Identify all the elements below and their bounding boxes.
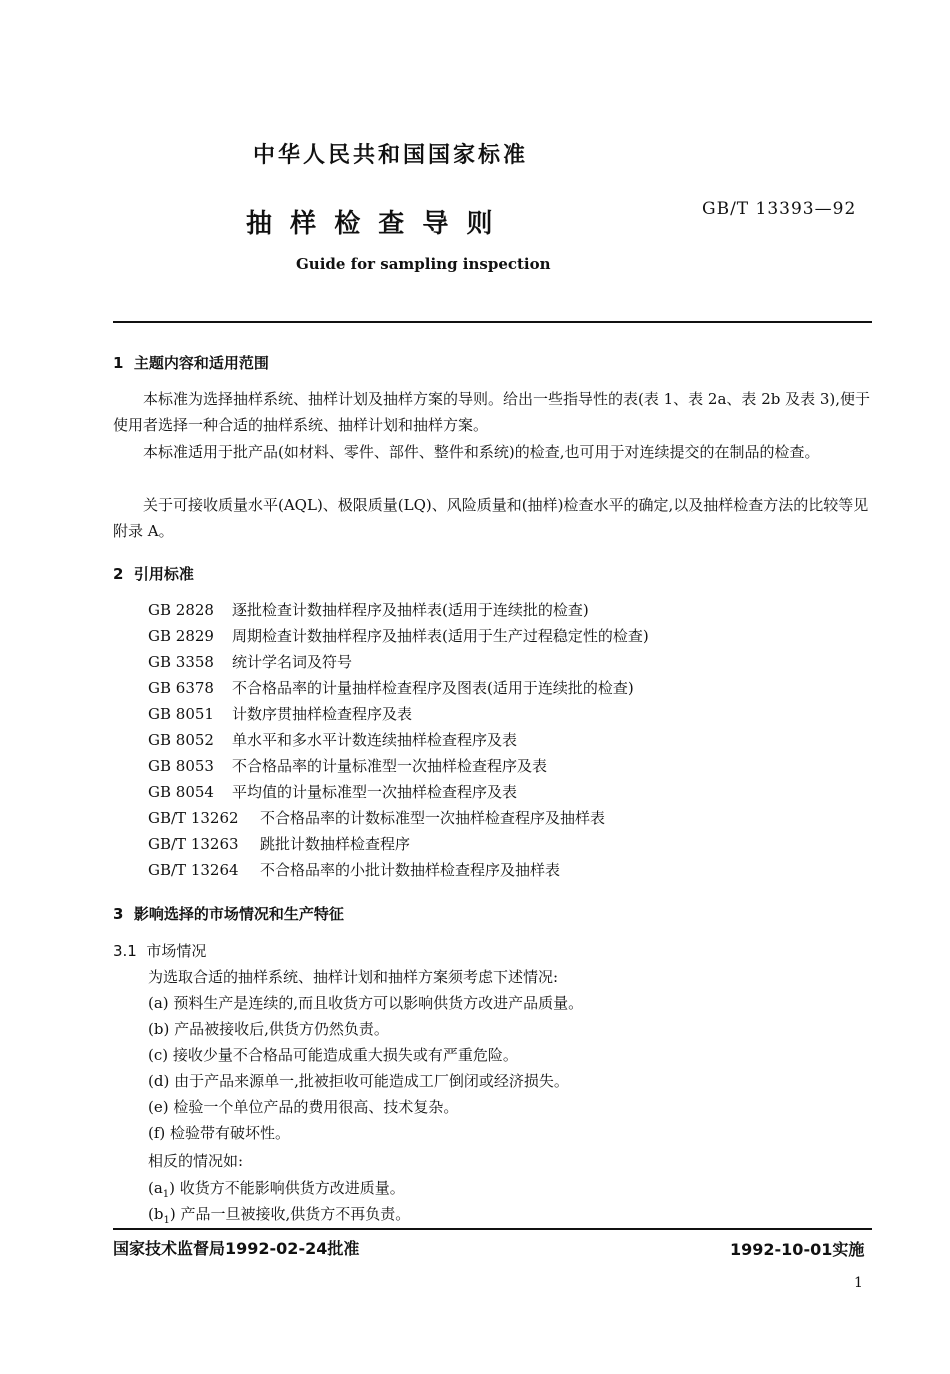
reference-item: GB/T 13264 不合格品率的小批计数抽样检查程序及抽样表 [148, 861, 561, 879]
list-item: (d) 由于产品来源单一,批被拒收可能造成工厂倒闭或经济损失。 [148, 1072, 569, 1090]
list-item: (b) 产品被接收后,供货方仍然负责。 [148, 1020, 389, 1038]
footer-divider [113, 1228, 872, 1230]
document-title: 抽 样 检 查 导 则 [246, 209, 493, 239]
reference-item: GB/T 13263 跳批计数抽样检查程序 [148, 835, 411, 853]
page-number: 1 [854, 1275, 863, 1291]
contrary-item: $(b_1)$ 产品一旦被接收,供货方不再负责。 [148, 1205, 411, 1226]
section-1-heading: 1 主题内容和适用范围 [113, 354, 269, 372]
list-item: (a) 预料生产是连续的,而且收货方可以影响供货方改进产品质量。 [148, 994, 584, 1012]
national-standard-title: 中华人民共和国国家标准 [253, 143, 529, 168]
section-1-paragraph: 本标准为选择抽样系统、抽样计划及抽样方案的导则。给出一些指导性的表(表 1、表 2a、表 2b 及表 3),便于使用者选择一种合适的抽样系统、抽样计划和抽样方案。 [113, 390, 871, 434]
section-3-1-heading: 3.1 市场情况 [113, 942, 207, 960]
header-divider [113, 321, 872, 323]
section-3-heading: 3 影响选择的市场情况和生产特征 [113, 905, 344, 923]
english-title: Guide for sampling inspection [296, 255, 551, 273]
list-item: (e) 检验一个单位产品的费用很高、技术复杂。 [148, 1098, 459, 1116]
section-1-paragraph: 关于可接收质量水平(AQL)、极限质量(LQ)、风险质量和(抽样)检查水平的确定,以及抽样检查方法的比较等见附录 A。 [113, 496, 869, 540]
standard-code: GB/T 13393—92 [702, 199, 857, 219]
section-1-paragraph: 本标准适用于批产品(如材料、零件、部件、整件和系统)的检查,也可用于对连续提交的在制品的检查。 [143, 443, 820, 461]
section-2-heading: 2 引用标准 [113, 565, 194, 583]
list-item: (c) 接收少量不合格品可能造成重大损失或有严重危险。 [148, 1046, 518, 1064]
reference-item: GB 2829 周期检查计数抽样程序及抽样表(适用于生产过程稳定性的检查) [148, 627, 649, 645]
section-3-1-intro: 为选取合适的抽样系统、抽样计划和抽样方案须考虑下述情况: [148, 968, 559, 986]
reference-item: GB 3358 统计学名词及符号 [148, 653, 353, 671]
reference-item: GB 2828 逐批检查计数抽样程序及抽样表(适用于连续批的检查) [148, 601, 589, 619]
contrary-intro: 相反的情况如: [148, 1152, 244, 1170]
approval-line: 国家技术监督局1992-02-24批准 [113, 1239, 360, 1258]
reference-item: GB 8052 单水平和多水平计数连续抽样检查程序及表 [148, 731, 518, 749]
reference-item: GB 8051 计数序贯抽样检查程序及表 [148, 705, 413, 723]
list-item: (f) 检验带有破坏性。 [148, 1124, 291, 1142]
reference-item: GB 8054 平均值的计量标准型一次抽样检查程序及表 [148, 783, 518, 801]
effective-date: 1992-10-01实施 [730, 1240, 865, 1259]
reference-item: GB 6378 不合格品率的计量抽样检查程序及图表(适用于连续批的检查) [148, 679, 634, 697]
reference-item: GB 8053 不合格品率的计量标准型一次抽样检查程序及表 [148, 757, 548, 775]
reference-item: GB/T 13262 不合格品率的计数标准型一次抽样检查程序及抽样表 [148, 809, 606, 827]
contrary-item: $(a_1)$ 收货方不能影响供货方改进质量。 [148, 1179, 405, 1200]
